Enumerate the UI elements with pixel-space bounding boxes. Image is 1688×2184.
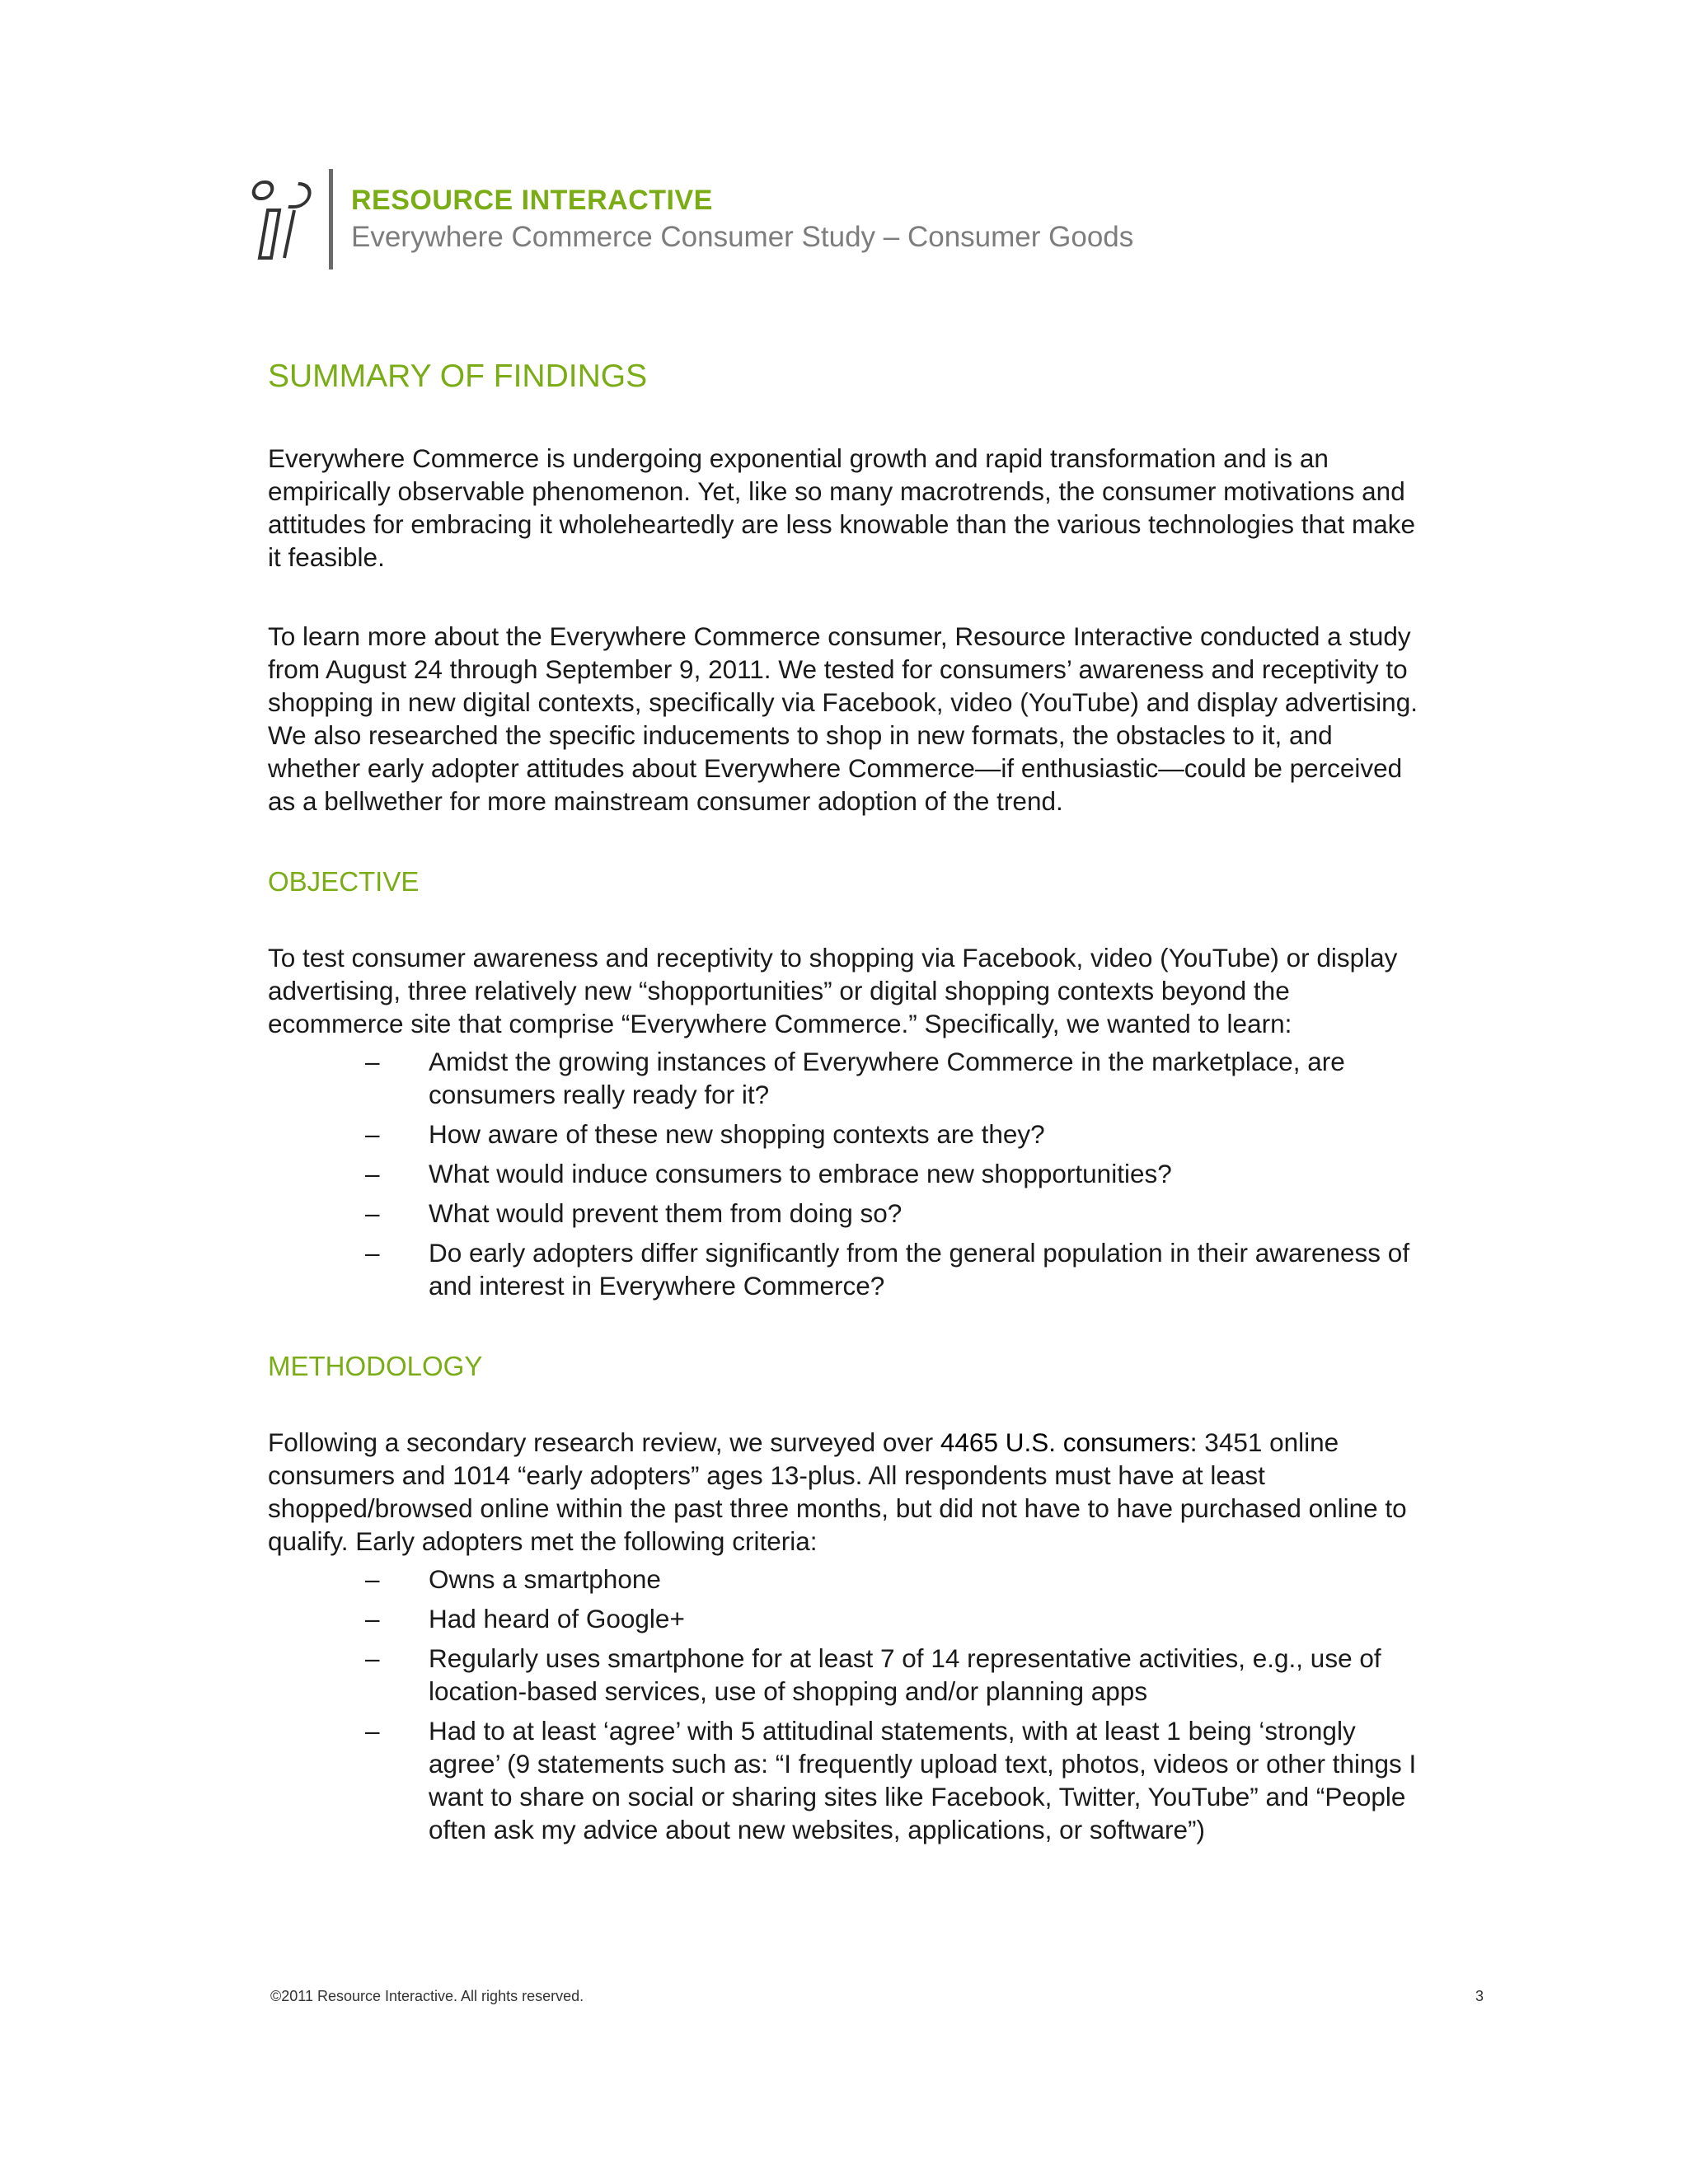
list-item: – Owns a smartphone: [365, 1564, 661, 1594]
summary-paragraph-1: Everywhere Commerce is undergoing exponential growth and rapid transformation and is an empirically observable phenomenon. Yet, like so many macrotrends, the consumer motivations and attitudes for embracing it wholeheartedly are less knowable than the various technologies that make it feasible.: [268, 443, 1416, 572]
objective-list: [268, 1045, 1426, 1302]
study-title: Everywhere Commerce Consumer Study – Consumer Goods: [351, 221, 1134, 253]
list-item: – What would prevent them from doing so?: [365, 1198, 903, 1228]
methodology-intro: Following a secondary research review, we surveyed over 4465 U.S. consumers: 3451 online consumers and 1014 “early adopters” ages 13-plus. All respondents must have at least shopped/browsed online within the past three months, but did not have to have purchased online to qualify. Early adopters met the following criteria:: [268, 1427, 1407, 1556]
list-item: – Do early adopters differ significantly from the general population in their awareness of and interest in Everywhere Commerce?: [365, 1238, 1410, 1301]
summary-paragraph-2: To learn more about the Everywhere Commerce consumer, Resource Interactive conducted a study from August 24 through September 9, 2011. We tested for consumers’ awareness and receptivity to shopping in new digital contexts, specifically via Facebook, video (YouTube) and display advertising. We also researched the specific inducements to shop in new formats, the obstacles to it, and whether early adopter attitudes about Everywhere Commerce—if enthusiastic—could be perceived as a bellwether for more mainstream consumer adoption of the trend.: [268, 621, 1418, 816]
copyright-notice: ©2011 Resource Interactive. All rights reserved.: [270, 1988, 584, 2004]
list-item: – Had to at least ‘agree’ with 5 attitudinal statements, with at least 1 being ‘strongly agree’ (9 statements such as: “I frequently upload text, photos, videos or other things I want to share on social or sharing sites like Facebook, Twitter, YouTube” and “People often ask my advice about new websites, applications, or software”): [365, 1716, 1417, 1844]
methodology-list: [268, 1563, 1426, 1846]
objective-heading: OBJECTIVE: [268, 866, 420, 897]
page-number: 3: [1475, 1988, 1484, 2004]
summary-heading: SUMMARY OF FINDINGS: [268, 359, 648, 394]
methodology-heading: METHODOLOGY: [268, 1351, 483, 1381]
objective-intro: To test consumer awareness and receptivity to shopping via Facebook, video (YouTube) or display advertising, three relatively new “shopportunities” or digital shopping contexts beyond the ecommerce site that comprise “Everywhere Commerce.” Specifically, we wanted to learn:: [268, 943, 1398, 1038]
header-text: [351, 169, 1133, 269]
list-item: – What would induce consumers to embrace new shopportunities?: [365, 1159, 1172, 1188]
list-item: – Regularly uses smartphone for at least 7 of 14 representative activities, e.g., use of location-based services, use of shopping and/or planning apps: [365, 1643, 1381, 1706]
resource-interactive-logo-icon: [251, 179, 317, 261]
page-content: [268, 354, 1426, 1892]
list-item: – Amidst the growing instances of Everywhere Commerce in the marketplace, are consumers really ready for it?: [365, 1047, 1345, 1109]
brand-name: RESOURCE INTERACTIVE: [351, 185, 713, 216]
page-header: [251, 169, 1133, 269]
header-divider: [329, 169, 333, 269]
sample-size: 4465 U.S. consumers:: [940, 1427, 1198, 1457]
list-item: – How aware of these new shopping contexts are they?: [365, 1119, 1045, 1149]
list-item: – Had heard of Google+: [365, 1604, 685, 1633]
